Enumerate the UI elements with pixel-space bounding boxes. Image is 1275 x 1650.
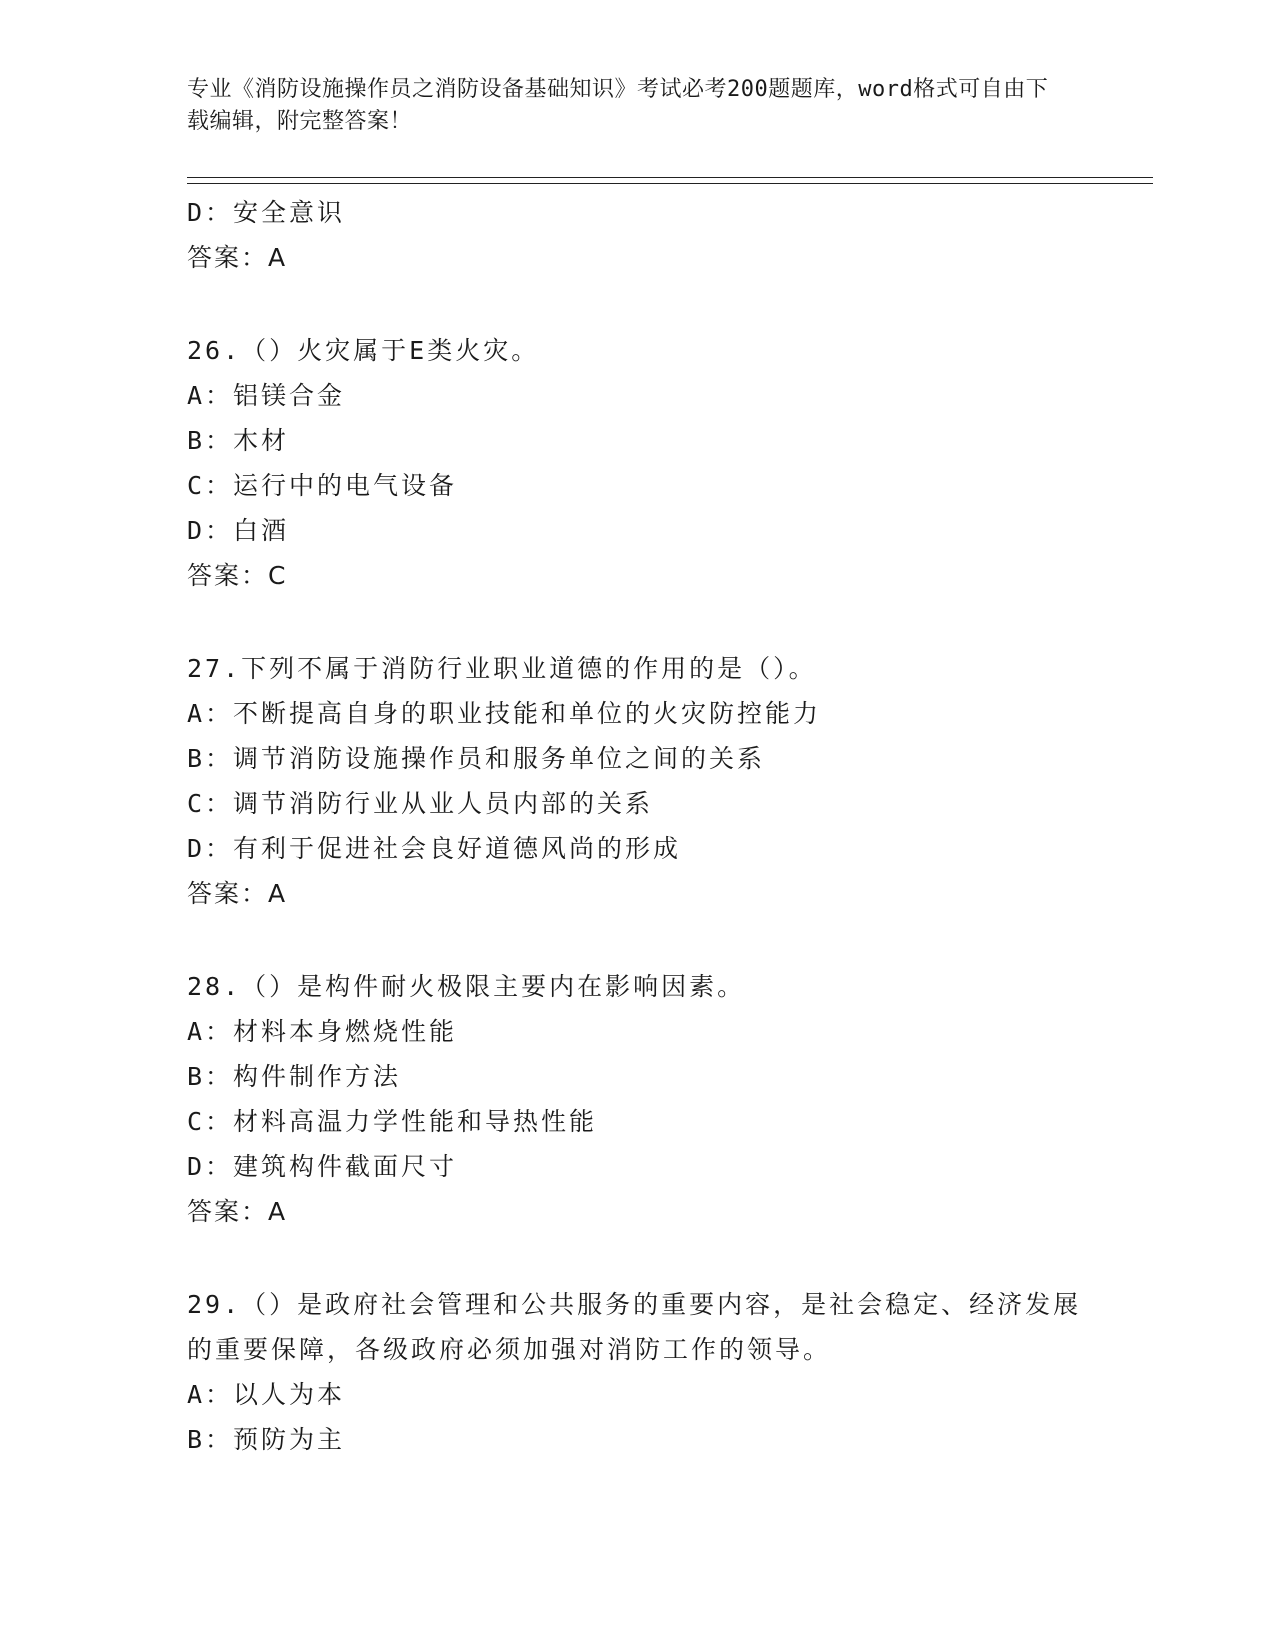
answer-line: 答案：A: [187, 1197, 288, 1226]
option-c: C：调节消防行业从业人员内部的关系: [187, 789, 654, 818]
question-26: [187, 328, 1087, 598]
option-c: C：材料高温力学性能和导热性能: [187, 1107, 598, 1136]
question-content: [187, 190, 1087, 1462]
option-a: A：不断提高自身的职业技能和单位的火灾防控能力: [187, 699, 822, 728]
question-stem: 27.下列不属于消防行业职业道德的作用的是（）。: [187, 654, 817, 683]
question-27: [187, 646, 1087, 916]
question-29: [187, 1282, 1087, 1462]
option-a: A：材料本身燃烧性能: [187, 1017, 458, 1046]
option-d: D：建筑构件截面尺寸: [187, 1152, 458, 1181]
document-header: 专业《消防设施操作员之消防设备基础知识》考试必考200题题库，word格式可自由下载编辑，附完整答案！: [187, 77, 1049, 134]
header-rule-bottom: [187, 183, 1153, 184]
question-stem: 29.（）是政府社会管理和公共服务的重要内容，是社会稳定、经济发展的重要保障，各级政府必须加强对消防工作的领导。: [187, 1290, 1082, 1364]
header-rule-top: [187, 177, 1153, 178]
answer-line: 答案：C: [187, 561, 288, 590]
question-stem: 28.（）是构件耐火极限主要内在影响因素。: [187, 972, 746, 1001]
question-stem: 26.（）火灾属于E类火灾。: [187, 336, 540, 365]
option-d: D：有利于促进社会良好道德风尚的形成: [187, 834, 682, 863]
option-c: C：运行中的电气设备: [187, 471, 458, 500]
option-a: A：以人为本: [187, 1380, 346, 1409]
option-d: D：安全意识: [187, 198, 346, 227]
answer-line: 答案：A: [187, 879, 288, 908]
option-d: D：白酒: [187, 516, 290, 545]
question-28: [187, 964, 1087, 1234]
option-b: B：木材: [187, 426, 290, 455]
option-b: B：调节消防设施操作员和服务单位之间的关系: [187, 744, 766, 773]
option-b: B：预防为主: [187, 1425, 346, 1454]
option-a: A：铝镁合金: [187, 381, 346, 410]
answer-line: 答案：A: [187, 243, 288, 272]
option-b: B：构件制作方法: [187, 1062, 402, 1091]
